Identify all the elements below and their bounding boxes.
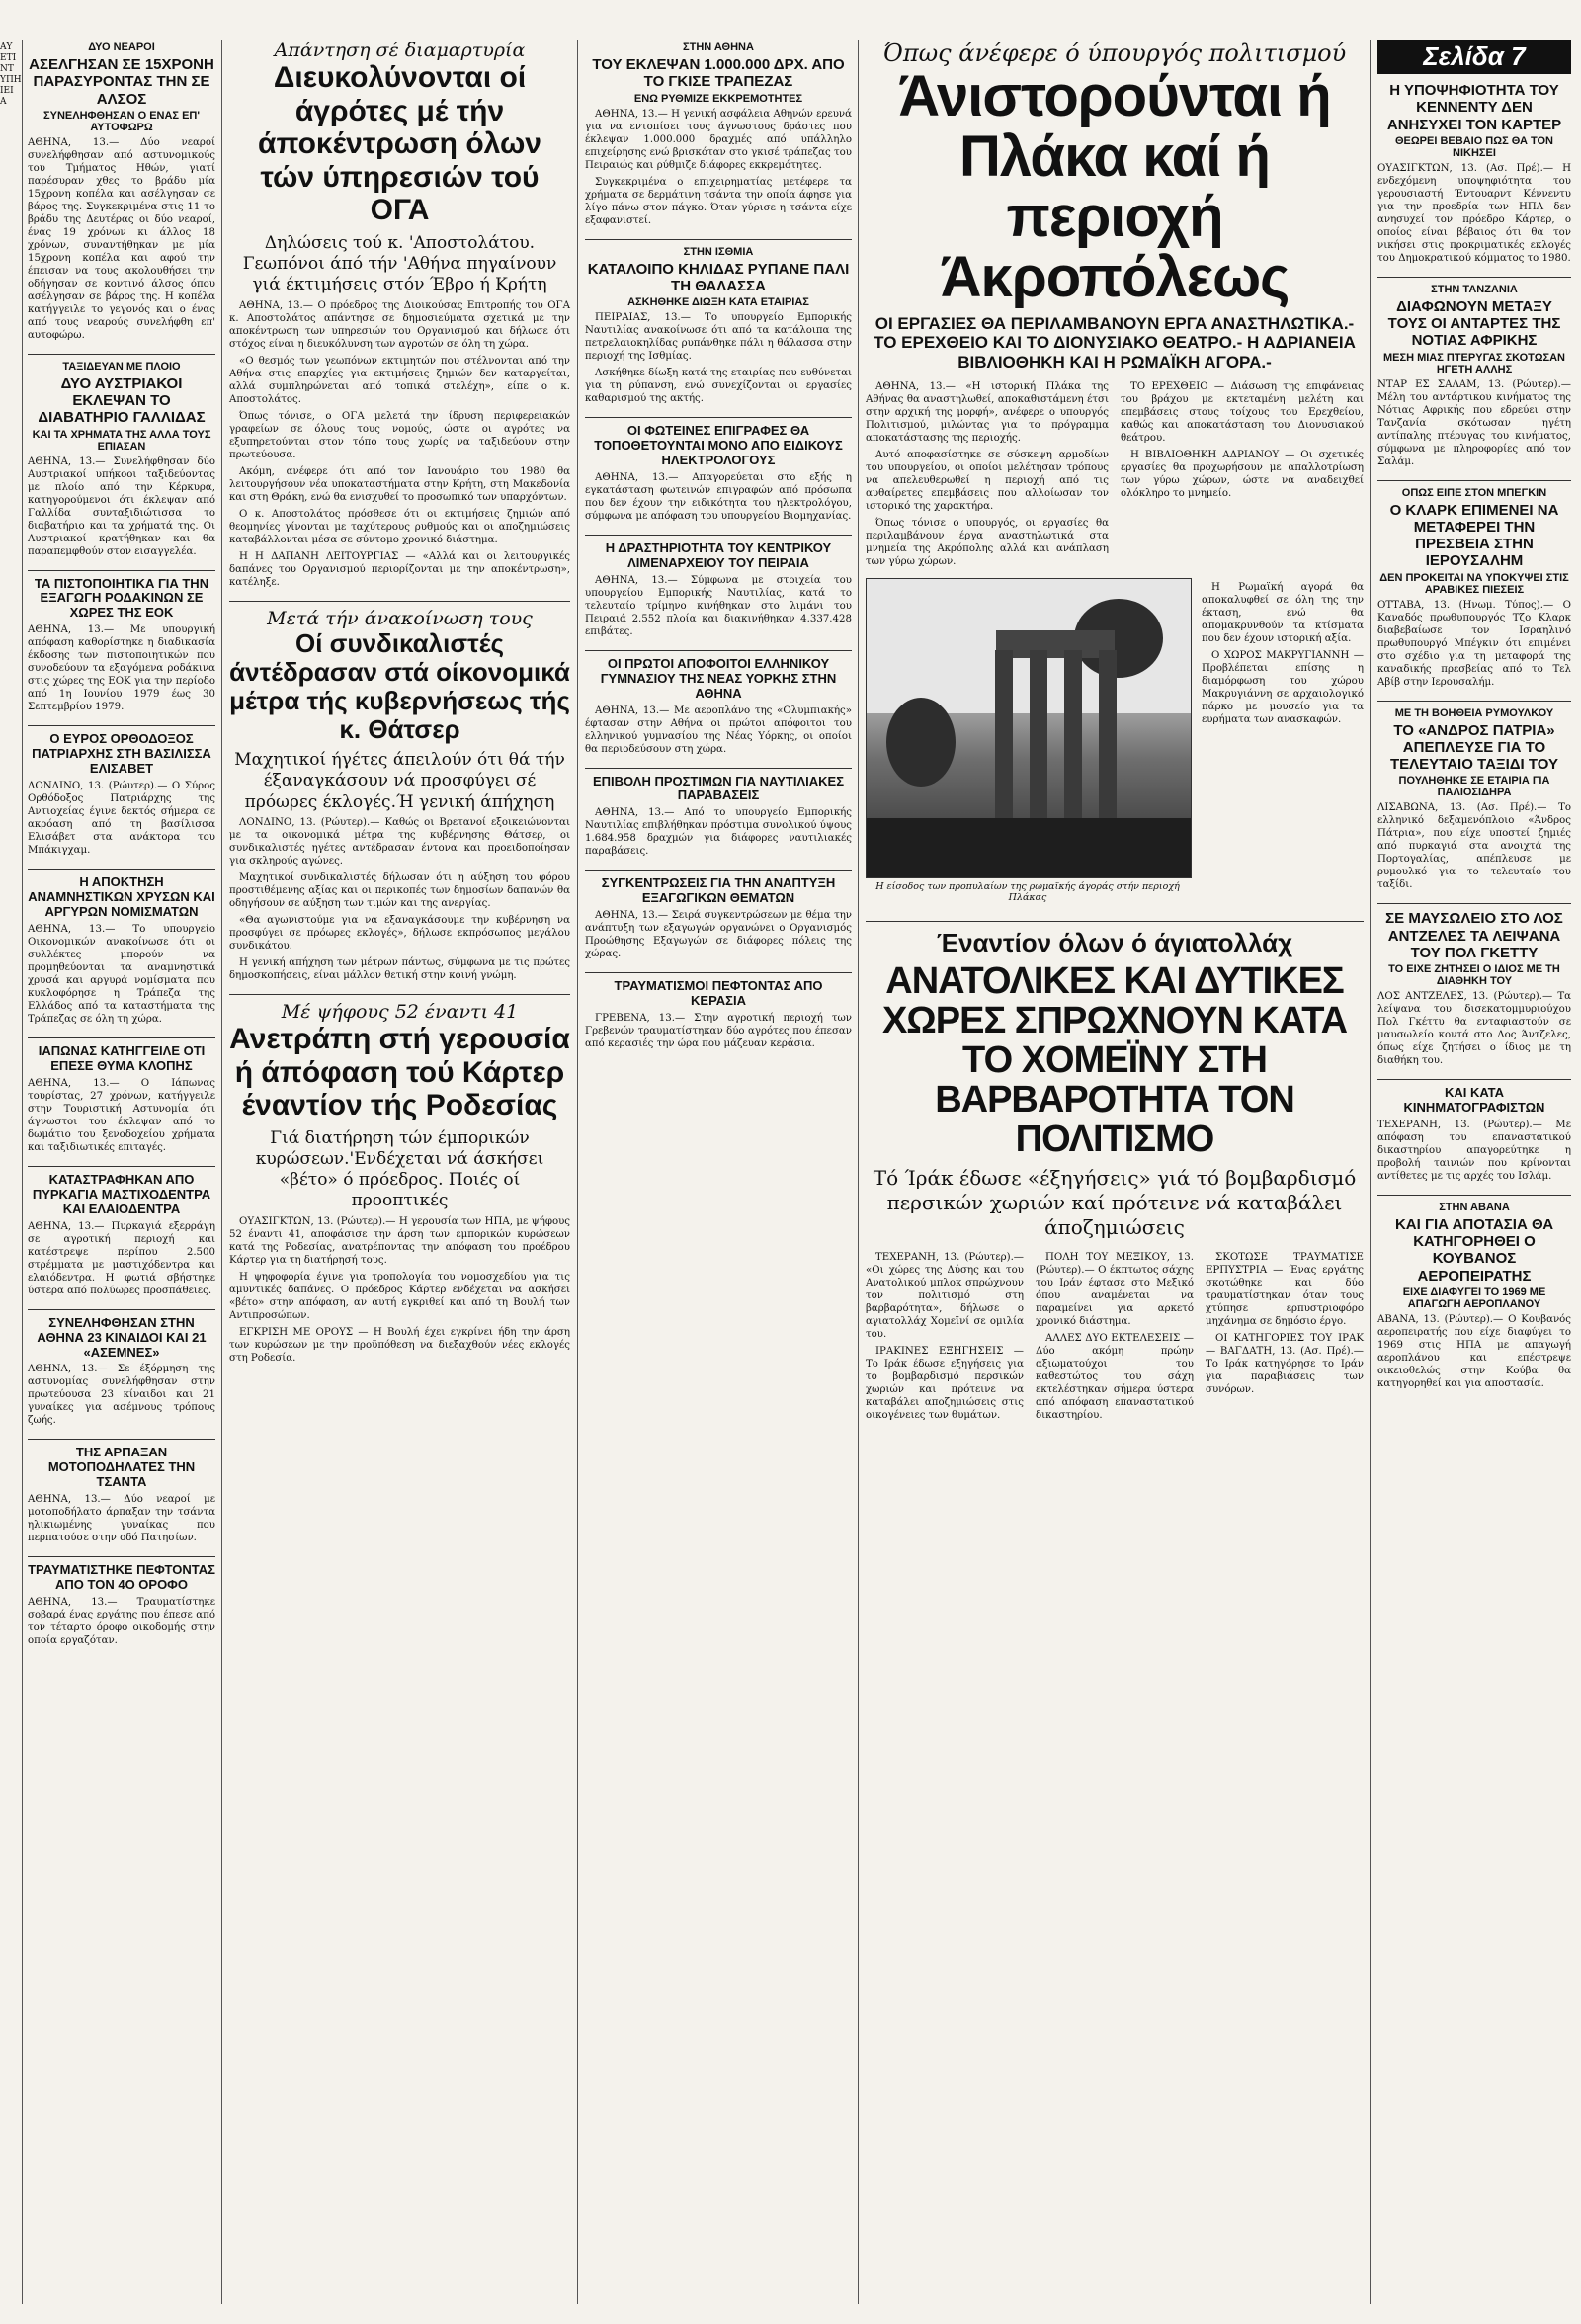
left-edge-fragment [0, 40, 22, 2304]
article-paragraph: ΤΕΧΕΡΑΝΗ, 13. (Ρώυτερ).— «Οι χώρες της Δύσης και του Ανατολικού μπλοκ σπρώχνουν τον πολιτισμό στη βαρβαρότητα», δήλωσε ο αγιατολλάχ Χομεϊνί σε ομιλία του. [866, 1251, 1024, 1340]
article-kicker: ΟΠΩΣ ΕΙΠΕ ΣΤΟΝ ΜΠΕΓΚΙΝ [1401, 486, 1547, 499]
article-subcolumn [866, 380, 1109, 572]
article-headline: ΣΥΝΕΛΗΦΘΗΣΑΝ ΣΤΗΝ ΑΘΗΝΑ 23 ΚΙΝΑΙΔΟΙ ΚΑΙ 21 «ΑΣΕΜΝΕΣ» [37, 1314, 207, 1360]
divider [1377, 903, 1571, 904]
article-subhead: ΤΟ ΕΙΧΕ ΖΗΤΗΣΕΙ Ο ΙΔΙΟΣ ΜΕ ΤΗ ΔΙΑΘΗΚΗ ΤΟΥ [1388, 963, 1560, 987]
article-text: ΑΘΗΝΑ, 13.— Συνελήφθησαν δύο Αυστριακοί υπήκοοι ταξιδεύοντας με πλοίο από την Κέρκυρα, κατηγορούμενοι ότι έκλεψαν από Γαλλίδα συνταξιδιώτισσα το διαβατήριο και τα χρήματά της. Οι Αυστριακοί κρατήθηκαν και θα παραπεμφθούν στον εισαγγελέα. [28, 456, 215, 557]
article-austrians [28, 361, 215, 558]
article-headline: ΙΑΠΩΝΑΣ ΚΑΤΗΓΓΕΙΛΕ ΟΤΙ ΕΠΕΣΕ ΘΥΜΑ ΚΛΟΠΗΣ [38, 1042, 206, 1073]
article-headline: ΣΥΓΚΕΝΤΡΩΣΕΙΣ ΓΙΑ ΤΗΝ ΑΝΑΠΤΥΞΗ ΕΞΑΓΩΓΙΚΩΝ ΘΕΜΑΤΩΝ [601, 875, 836, 906]
article-body [585, 909, 852, 960]
article-signs [585, 424, 852, 523]
article-paragraph: Ασκήθηκε δίωξη κατά της εταιρίας που ευθύνεται για τη ρύπανση, ενώ συνεχίζονται οι εργασίες καθαρισμού της ακτής. [585, 368, 852, 404]
article-subhead: ΕΙΧΕ ΔΙΑΦΥΓΕΙ ΤΟ 1969 ΜΕ ΑΠΑΓΩΓΗ ΑΕΡΟΠΛΑΝΟΥ [1402, 1286, 1546, 1310]
article-body [229, 299, 570, 589]
article-headline: ΤΟΥ ΕΚΛΕΨΑΝ 1.000.000 ΔΡΧ. ΑΠΟ ΤΟ ΓΚΙΣΕ ΤΡΑΠΕΖΑΣ [592, 56, 845, 91]
article-headline: ΚΑΤΑΣΤΡΑΦΗΚΑΝ ΑΠΟ ΠΥΡΚΑΓΙΑ ΜΑΣΤΙΧΟΔΕΝΤΡΑ ΚΑΙ ΕΛΑΙΟΔΕΝΤΡΑ [32, 1171, 211, 1216]
article-kicker: ΜΕ ΤΗ ΒΟΗΘΕΙΑ ΡΥΜΟΥΛΚΟΥ [1394, 706, 1554, 719]
article-headline: ΤΡΑΥΜΑΤΙΣΜΟΙ ΠΕΦΤΟΝΤΑΣ ΑΠΟ ΚΕΡΑΣΙΑ [614, 978, 823, 1009]
article-arrests [28, 1316, 215, 1428]
article-paragraph: Ακόμη, ανέφερε ότι από τον Ιανουάριο του 1980 θα λειτουργήσουν νέα υποκαταστήματα στην Κρήτη, στη Μακεδονία και στη Θράκη, ενώ θα ενισχυθεί το προσωπικό των υπαρχόντων. [229, 465, 570, 503]
article-text: ΑΘΗΝΑ, 13.— Με υπουργική απόφαση καθορίστηκε η διαδικασία έκδοσης των πιστοποιητικών που συνοδεύουν τα εξαγόμενα ροδάκινα στις χώρες της ΕΟΚ για την περίοδο από 1η Ιουνίου 1979 έως 30 Σεπτεμβρίου 1979. [28, 624, 215, 713]
article-kicker: Μετά τήν άνακοίνωση τους [267, 607, 533, 629]
article-headline: ΚΑΙ ΚΑΤΑ ΚΙΝΗΜΑΤΟΓΡΑΦΙΣΤΩΝ [1403, 1085, 1545, 1115]
article-film [1377, 1086, 1571, 1183]
article-paragraph: ΤΟ ΕΡΕΧΘΕΙΟ — Διάσωση της επιφάνειας του βράχου με εκτεταμένη μελέτη και επεμβάσεις στους τοίχους του Ερεχθείου, καθώς και αποκατάσταση του Διονυσιακού θεάτρου. [1121, 381, 1364, 445]
article-paragraph: ΑΘΗΝΑ, 13.— Από το υπουργείο Εμπορικής Ναυτιλίας επιβλήθηκαν πρόστιμα συνολικού ύψους 1.684.958 δραχμών για διάφορες ναυτιλιακές παραβάσεις. [585, 807, 852, 858]
article-paragraph: ΟΥΑΣΙΓΚΤΩΝ, 13. (Ρώυτερ).— Η γερουσία των ΗΠΑ, με ψήφους 52 έναντι 41, αποφάσισε την άρση των εμπορικών κυρώσεων κατά της Ροδεσίας, ανατρέποντας την απόφαση του προέδρου Κάρτερ για τη διατήρησή τους. [229, 1215, 570, 1266]
photo-caption: Η είσοδος των προπυλαίων της ρωμαϊκής άγοράς στήν περιοχή Πλάκας [875, 881, 1180, 904]
article-havana [1377, 1202, 1571, 1390]
article-subcolumn [1202, 581, 1364, 909]
divider [28, 1166, 215, 1167]
article-paragraph: «Ο θεσμός των γεωπόνων εκτιμητών που στέλνονται από την Αθήνα στις επαρχίες για εκτιμήσεις ζημιών δεν καταργείται, αλλά συμπληρώνεται από τοπικά στελέχη», είπε ο κ. Αποστολάτος. [229, 355, 570, 405]
article-body [585, 471, 852, 523]
article-kicker: Μέ ψήφους 52 έναντι 41 [281, 1000, 519, 1023]
article-clark [1377, 487, 1571, 689]
photo-column [1030, 650, 1047, 838]
article-fines [585, 775, 852, 859]
column-3 [585, 40, 852, 2304]
article-body [585, 108, 852, 227]
divider [585, 535, 852, 536]
article-subhead: ΣΥΝΕΛΗΦΘΗΣΑΝ Ο ΕΝΑΣ ΕΠ' ΑΥΤΟΦΩΡΩ [43, 109, 200, 133]
article-paragraph: Αυτό αποφασίστηκε σε σύσκεψη αρμοδίων του υπουργείου, οι οποίοι μελέτησαν τρόπους να απελευθερωθεί η περιοχή από τις αυθαίρετες επεμβάσεις που αλλοίωσαν τον ιστορικό της χαρακτήρα. [866, 450, 1109, 513]
article-paragraph: ΑΘΗΝΑ, 13.— Σειρά συγκεντρώσεων με θέμα την ανάπτυξη των εξαγωγών οργανώνει ο Οργανισμός Προώθησης Εξαγωγών σε διάφορες πόλεις της χώρας. [585, 910, 852, 960]
column-rule [1370, 40, 1371, 2304]
article-body [585, 574, 852, 638]
column-2 [229, 40, 570, 2304]
article-headline: Η ΥΠΟΨΗΦΙΟΤΗΤΑ ΤΟΥ ΚΕΝΝΕΝΤΥ ΔΕΝ ΑΝΗΣΥΧΕΙ ΤΟΝ ΚΑΡΤΕΡ [1386, 82, 1562, 133]
article-paragraph: Όπως τόνισε, ο ΟΓΑ μελετά την ίδρυση περιφερειακών γραφείων σε όλους τους νομούς, ώστε οι αγρότες να εξυπηρετούνται στον τόπο τους χωρίς να ταξιδεύουν στην πρωτεύουσα. [229, 410, 570, 460]
divider [1377, 1195, 1571, 1196]
divider [28, 1556, 215, 1557]
article-paragraph: Ο ΧΩΡΟΣ ΜΑΚΡΥΓΙΑΝΝΗ — Προβλέπεται επίσης η διαμόρφωση του χώρου Μακρυγιάννη σε αρχαιολογικό πάρκο με μουσείο για τα ευρήματα των ανασκαφών. [1202, 650, 1364, 726]
article-headline: ΑΣΕΛΓΗΣΑΝ ΣΕ 15ΧΡΟΝΗ ΠΑΡΑΣΥΡΟΝΤΑΣ ΤΗΝ ΣΕ ΑΛΣΟΣ [29, 56, 214, 108]
photo-row [866, 578, 1364, 909]
divider [1377, 277, 1571, 278]
divider [1377, 701, 1571, 702]
article-headline: ΔΥΟ ΑΥΣΤΡΙΑΚΟΙ ΕΚΛΕΨΑΝ ΤΟ ΔΙΑΒΑΤΗΡΙΟ ΓΑΛΛΙΔΑΣ [38, 374, 206, 427]
article-body [229, 816, 570, 982]
article-text: ΤΕΧΕΡΑΝΗ, 13. (Ρώυτερ).— Με απόφαση του επαναστατικού δικαστηρίου απαγορεύτηκε η προβολή ταινιών που κρίνονται αντίθετες με τις αρχές του Ισλάμ. [1377, 1119, 1571, 1182]
article-paragraph: Η γενική απήχηση των μέτρων πάντως, σύμφωνα με τις πρώτες δημοσκοπήσεις, είναι μάλλον θετική στην κοινή γνώμη. [229, 956, 570, 981]
divider [229, 601, 570, 602]
divider [585, 417, 852, 418]
article-young-men [28, 42, 215, 342]
article-text: ΟΥΑΣΙΓΚΤΩΝ, 13. (Ασ. Πρέ).— Η ενδεχόμενη υποψηφιότητα του γερουσιαστή Έντουαρντ Κέννεντυ για την προεδρία των ΗΠΑ δεν ανησυχεί τον πρόεδρο Κάρτερ, ο οποίος είναι βέβαιος ότι θα τον νικήσει στις προκριματικές εκλογές του Δημοκρατικού κόμματος το 1980. [1377, 162, 1571, 264]
article-patriarch [28, 732, 215, 857]
article-rhodesia [229, 1001, 570, 1365]
article-paragraph: ΑΘΗΝΑ, 13.— Η γενική ασφάλεια Αθηνών ερευνά για να εντοπίσει τους άγνωστους δράστες που έκλεψαν 1.000.000 δραχμές από υπάλληλο επιχείρησης ενώ βρισκόταν στο γκισέ τράπεζας του Πειραιώς και ρύθμιζε διάφορες εκκρεμότητες. [585, 108, 852, 171]
article-paragraph: ΕΓΚΡΙΣΗ ΜΕ ΟΡΟΥΣ — Η Βουλή έχει εγκρίνει ήδη την άρση των κυρώσεων με την προϋπόθεση να διεξαχθούν νέες εκλογές στη Ροδεσία. [229, 1326, 570, 1364]
article-subcolumn [1036, 1251, 1194, 1426]
divider [1377, 480, 1571, 481]
divider [28, 869, 215, 870]
article-headline: Η ΔΡΑΣΤΗΡΙΟΤΗΤΑ ΤΟΥ ΚΕΝΤΡΙΚΟΥ ΛΙΜΕΝΑΡΧΕΙΟΥ ΤΟΥ ΠΕΙΡΑΙΑ [605, 540, 832, 570]
divider [28, 1309, 215, 1310]
article-text: ΑΘΗΝΑ, 13.— Σε έξόρμηση της αστυνομίας συνελήφθησαν στην πρωτεύουσα 23 κίναιδοι και 21 γυναίκες για ασέμνους τρόπους ζωής. [28, 1364, 215, 1427]
divider [28, 354, 215, 355]
article-headline: ΚΑΤΑΛΟΙΠΟ ΚΗΛΙΔΑΣ ΡΥΠΑΝΕ ΠΑΛΙ ΤΗ ΘΑΛΑΣΣΑ [587, 260, 850, 294]
edge-fragment-text: ΑΥ ΕΤΙ ΝΤ ΥΠΗ ΙΕΙ Α [0, 42, 22, 107]
article-text: ΑΘΗΝΑ, 13.— Τραυματίστηκε σοβαρά ένας εργάτης που έπεσε από τον τέταρτο όροφο οικοδομής στην οποία εργαζόταν. [28, 1597, 215, 1647]
article-subhead: Μαχητικοί ήγέτες άπειλούν ότι θά τήν έξαναγκάσουν νά προσφύγει σέ πρόωρες έκλογές.Ή γενική άπήχηση [234, 750, 565, 812]
article-headline: Ο ΕΥΡΟΣ ΟΡΘΟΔΟΞΟΣ ΠΑΤΡΙΑΡΧΗΣ ΣΤΗ ΒΑΣΙΛΙΣΣΑ ΕΛΙΣΑΒΕΤ [32, 731, 211, 777]
article-headline: Οί συνδικαλιστές άντέδρασαν στά οίκονομικά μέτρα τής κυβερνήσεως τής κ. Θάτσερ [229, 627, 570, 745]
article-headline: ΟΙ ΦΩΤΕΙΝΕΣ ΕΠΙΓΡΑΦΕΣ ΘΑ ΤΟΠΟΘΕΤΟΥΝΤΑΙ ΜΟΝΟ ΑΠΟ ΕΙΔΙΚΟΥΣ ΗΛΕΚΤΡΟΛΟΓΟΥΣ [594, 423, 843, 467]
divider [585, 768, 852, 769]
column-rule [221, 40, 222, 2304]
article-port [585, 541, 852, 638]
article-kicker: Έναντίον όλων ό άγιατολλάχ [936, 928, 1293, 958]
article-fall [28, 1563, 215, 1647]
article-oga [229, 40, 570, 589]
article-headline: Ανετράπη στή γερουσία ή άπόφαση τού Κάρτερ έναντίον τής Ροδεσίας [229, 1022, 570, 1122]
divider [28, 725, 215, 726]
article-paragraph: Η ψηφοφορία έγινε για τροπολογία του νομοσχεδίου για τις αμυντικές δαπάνες. Ο πρόεδρος Κάρτερ ενδέχεται να ασκήσει «βέτο» στην απόφαση, αν αυτή εγκριθεί και από τη Βουλή των Αντιπροσώπων. [229, 1271, 570, 1321]
column-rule [22, 40, 23, 2304]
article-headline: Διευκολύνονται οί άγρότες μέ τήν άποκέντρωση όλων τών ύπηρεσιών τού ΟΓΑ [258, 61, 541, 227]
article-kicker: ΣΤΗΝ ΙΣΘΜΙΑ [683, 245, 754, 258]
divider [585, 870, 852, 871]
article-paragraph: ΓΡΕΒΕΝΑ, 13.— Στην αγροτική περιοχή των Γρεβενών τραυματίστηκαν δύο αγρότες που έπεσαν από κερασιές την ώρα που μάζευαν κεράσια. [585, 1013, 852, 1050]
article-headline: Η ΑΠΟΚΤΗΣΗ ΑΝΑΜΝΗΣΤΙΚΩΝ ΧΡΥΣΩΝ ΚΑΙ ΑΡΓΥΡΩΝ ΝΟΜΙΣΜΑΤΩΝ [28, 874, 215, 919]
article-paragraph: Συγκεκριμένα ο επιχειρηματίας μετέφερε τα χρήματα σε δερμάτινη τσάντα την οποία άφησε για λίγο πάνω στον πάγκο. Όταν γύρισε η τσάντα είχε εξαφανιστεί. [585, 176, 852, 226]
article-headline: Ο ΚΛΑΡΚ ΕΠΙΜΕΝΕΙ ΝΑ ΜΕΤΑΦΕΡΕΙ ΤΗΝ ΠΡΕΣΒΕΙΑ ΣΤΗΝ ΙΕΡΟΥΣΑΛΗΜ [1389, 501, 1559, 570]
article-exports [585, 876, 852, 960]
divider [585, 650, 852, 651]
article-cherries [585, 979, 852, 1050]
column-rule [858, 40, 859, 2304]
article-text: ΝΤΑΡ ΕΣ ΣΑΛΑΜ, 13. (Ρώυτερ).— Μέλη του αντάρτικου κινήματος της Νότιας Αφρικής που εδρεύει στην Τανζανία σκότωσαν ηγέτη αντίπαλης πτέρυγας του κινήματος, σύμφωνα με πληροφορίες από τον Σαλάμ. [1377, 378, 1571, 467]
article-paragraph: ΑΘΗΝΑ, 13.— Απαγορεύεται στο εξής η εγκατάσταση φωτεινών επιγραφών από πρόσωπα που δεν έχουν την ειδικότητα του ηλεκτρολόγου, σύμφωνα με απόφαση του υπουργείου Βιομηχανίας. [585, 471, 852, 522]
roman-agora-photo [866, 578, 1192, 878]
article-text: ΑΘΗΝΑ, 13.— Το υπουργείο Οικονομικών ανακοίνωσε ότι οι συλλέκτες μπορούν να προμηθεύονται τα αναμνηστικά χρυσά και αργυρά νομίσματα που κυκλοφόρησε η Τράπεζα της Ελλάδος από τα καταστήματα της Τράπεζας σε όλη τη χώρα. [28, 923, 215, 1025]
article-kicker: ΤΑΞΙΔΕΥΑΝ ΜΕ ΠΛΟΙΟ [62, 360, 181, 373]
article-khomeini [866, 928, 1364, 1425]
article-bag [28, 1446, 215, 1544]
article-paragraph: Η Ρωμαϊκή αγορά θα αποκαλυφθεί σε όλη της την έκταση, ενώ θα απομακρυνθούν τα κτίσματα που δεν έχουν ιστορική αξία. [1202, 582, 1364, 645]
article-kicker: ΔΥΟ ΝΕΑΡΟΙ [88, 42, 155, 53]
column-1 [28, 40, 215, 2304]
article-paragraph: Η Η ΔΑΠΑΝΗ ΛΕΙΤΟΥΡΓΙΑΣ — «Αλλά και οι λειτουργικές δαπάνες του Οργανισμού περιορίζονται με την αποκέντρωση», κατέληξε. [229, 550, 570, 588]
article-text: ΑΘΗΝΑ, 13.— Δύο νεαροί με μοτοποδήλατο άρπαξαν την τσάντα ηλικιωμένης γυναίκας που περπατούσε στην οδό Πατησίων. [28, 1494, 215, 1544]
article-plaka [866, 40, 1364, 909]
article-headline: ΟΙ ΠΡΩΤΟΙ ΑΠΟΦΟΙΤΟΙ ΕΛΛΗΝΙΚΟΥ ΓΥΜΝΑΣΙΟΥ ΤΗΣ ΝΕΑΣ ΥΟΡΚΗΣ ΣΤΗΝ ΑΘΗΝΑ [600, 655, 837, 701]
column-rule [577, 40, 578, 2304]
article-kicker: ΣΤΗΝ ΤΑΝΖΑΝΙΑ [1431, 283, 1518, 295]
article-thatcher [229, 608, 570, 982]
article-getty [1377, 910, 1571, 1067]
article-paragraph: ΙΡΑΚΙΝΕΣ ΕΞΗΓΗΣΕΙΣ — Το Ιράκ έδωσε εξηγήσεις για το βομβαρδισμό περσικών χωριών και πρότεινε να καταβάλει αποζημιώσεις στις οικογένειες των θυμάτων. [866, 1345, 1024, 1421]
article-paragraph: Ο κ. Αποστολάτος πρόσθεσε ότι οι εκτιμήσεις ζημιών από θεομηνίες γίνονται με ταχύτερους ρυθμούς και οι αποζημιώσεις καταβάλλονται μέσα σε σύντομο χρονικό διάστημα. [229, 508, 570, 545]
article-paragraph: «Θα αγωνιστούμε για να εξαναγκάσουμε την κυβέρνηση να προσφύγει σε πρόωρες εκλογές», δήλωσε εκπρόσωπος μεγάλου συνδικάτου. [229, 914, 570, 952]
article-headline: ΤΟ «ΑΝΔΡΟΣ ΠΑΤΡΙΑ» ΑΠΕΠΛΕΥΣΕ ΓΙΑ ΤΟ ΤΕΛΕΥΤΑΙΟ ΤΑΞΙΔΙ ΤΟΥ [1389, 721, 1559, 773]
article-subcolumn [1121, 380, 1364, 572]
article-body [585, 705, 852, 756]
article-paragraph: ΑΘΗΝΑ, 13.— Ο πρόεδρος της Διοικούσας Επιτροπής του ΟΓΑ κ. Αποστολάτος απάντησε σε δημοσιεύματα σχετικά με την αποκέντρωση των υπηρεσιών του Οργανισμού και δήλωσε ότι στόχος είναι η διευκόλυνση των αγροτών σε όλη τη χώρα. [229, 299, 570, 350]
article-tanzania [1377, 284, 1571, 468]
article-subhead: ΠΟΥΛΗΘΗΚΕ ΣΕ ΕΤΑΙΡΙΑ ΓΙΑ ΠΑΛΙΟΣΙΔΗΡΑ [1398, 775, 1550, 799]
article-subhead: ΚΑΙ ΤΑ ΧΡΗΜΑΤΑ ΤΗΣ ΑΛΛΑ ΤΟΥΣ ΕΠΙΑΣΑΝ [32, 428, 211, 453]
article-japanese [28, 1044, 215, 1154]
article-columns [866, 377, 1364, 572]
article-text: ΛΙΣΑΒΩΝΑ, 13. (Ασ. Πρέ).— Το ελληνικό δεξαμενόπλοιο «Άνδρος Πάτρια», που είχε υποστεί ζημιές από πυρκαγιά στα ανοιχτά της Πορτογαλίας, απέπλευσε με ρυμουλκό για το τελευταίο του ταξίδι. [1377, 802, 1571, 891]
article-text: ΟΤΤΑΒΑ, 13. (Ηνωμ. Τύπος).— Ο Καναδός πρωθυπουργός Τζο Κλαρκ διαβεβαίωσε τον Ισραηλινό πρωθυπουργό Μπέγκιν ότι επιμένει στο σχέδιο για τη μεταφορά της καναδικής πρεσβείας από το Τελ Αβίβ στην Ιερουσαλήμ. [1377, 599, 1571, 688]
article-paragraph: Η ΒΙΒΛΙΟΘΗΚΗ ΑΔΡΙΑΝΟΥ — Οι σχετικές εργασίες θα προχωρήσουν με απαλλοτρίωση των γύρω χώρων, ώστε να αναδειχθεί ολόκληρο το μνημείο. [1121, 450, 1364, 500]
photo-architrave [996, 630, 1115, 658]
article-subhead: ΕΝΩ ΡΥΘΜΙΖΕ ΕΚΚΡΕΜΟΤΗΤΕΣ [633, 92, 803, 105]
article-body [585, 311, 852, 405]
article-body [585, 806, 852, 858]
article-paragraph: ΑΘΗΝΑ, 13.— «Η ιστορική Πλάκα της Αθήνας θα αναστηλωθεί, αποκαθιστάμενη έτσι στην αρχική της μορφή», ανέφερε ο υπουργός Πολιτισμού, μιλώντας για το πρόγραμμα αποκατάστασης της περιοχής. [866, 381, 1109, 445]
article-kicker: Όπως άνέφερε ό ύπουργός πολιτισμού [882, 40, 1347, 67]
article-paragraph: Μαχητικοί συνδικαλιστές δήλωσαν ότι η αύξηση του φόρου προστιθέμενης αξίας και οι περικοπές των δημοσίων δαπανών θα οδηγήσουν σε αύξηση των τιμών και της ανεργίας. [229, 872, 570, 909]
article-kicker: ΣΤΗΝ ΑΒΑΝΑ [1439, 1201, 1510, 1213]
divider [229, 994, 570, 995]
article-paragraph: ΑΘΗΝΑ, 13.— Σύμφωνα με στοιχεία του υπουργείου Εμπορικής Ναυτιλίας, κατά το τελευταίο τρίμηνο κινήθηκαν στο λιμάνι του Πειραιά 2.552 πλοία και διακινήθηκαν 4.337.428 επιβάτες. [585, 574, 852, 637]
article-paragraph: ΛΟΝΔΙΝΟ, 13. (Ρώυτερ).— Καθώς οι Βρετανοί εξοικειώνονται με τα οικονομικά μέτρα της κυβέρνησης Θάτσερ, οι συνδικαλιστές ηγέτες αντέδρασαν έντονα και προειδοποίησαν για σκληρούς αγώνες. [229, 816, 570, 867]
article-paragraph: ΟΙ ΚΑΤΗΓΟΡΙΕΣ ΤΟΥ ΙΡΑΚ — ΒΑΓΔΑΤΗ, 13. (Ασ. Πρέ).— Το Ιράκ κατηγόρησε το Ιράν για παραβιάσεις των συνόρων. [1206, 1332, 1364, 1395]
article-headline: ΔΙΑΦΩΝΟΥΝ ΜΕΤΑΞΥ ΤΟΥΣ ΟΙ ΑΝΤΑΡΤΕΣ ΤΗΣ ΝΟΤΙΑΣ ΑΦΡΙΚΗΣ [1387, 297, 1561, 350]
divider [1377, 1079, 1571, 1080]
photo-column [1064, 650, 1082, 838]
article-paragraph: ΣΚΟΤΩΣΕ ΤΡΑΥΜΑΤΙΣΕ ΕΡΠΥΣΤΡΙΑ — Ένας εργάτης σκοτώθηκε και δύο τραυματίστηκαν όταν τους χτύπησε ερπυστριοφόρο μηχάνημα σε δημόσιο έργο. [1206, 1251, 1364, 1327]
article-fire [28, 1173, 215, 1297]
article-kicker: Απάντηση σέ διαμαρτυρία [274, 40, 526, 61]
article-columns [866, 1248, 1364, 1426]
article-text: ΑΘΗΝΑ, 13.— Πυρκαγιά εξερράγη σε αγροτική περιοχή και κατέστρεψε περίπου 2.500 στρέμματα με μαστιχόδεντρα και ελαιόδεντρα. Η φωτιά σβήστηκε ύστερα από πολύωρες προσπάθειες. [28, 1220, 215, 1296]
article-paragraph: ΑΘΗΝΑ, 13.— Με αεροπλάνο της «Ολυμπιακής» έφτασαν στην Αθήνα οι πρώτοι απόφοιτοι του ελληνικού γυμνασίου της Νέας Υόρκης, οι οποίοι θα περιοδεύσουν στη χώρα. [585, 705, 852, 755]
divider [585, 972, 852, 973]
article-paragraph: ΑΛΛΕΣ ΔΥΟ ΕΚΤΕΛΕΣΕΙΣ — Δύο ακόμη πρώην αξιωματούχοι του καθεστώτος του σάχη εκτελέστηκαν σήμερα ύστερα από απόφαση επαναστατικού δικαστηρίου. [1036, 1332, 1194, 1421]
photo-tree [886, 698, 956, 787]
article-text: ΑΒΑΝΑ, 13. (Ρώυτερ).— Ο Κουβανός αεροπειρατής που είχε διαφύγει το 1969 στις ΗΠΑ με απαγωγή αεροπλάνου και επέστρεψε οικειοθελώς στην Κούβα θα κατηγορηθεί και για αποστασία. [1377, 1313, 1571, 1389]
article-andros [1377, 707, 1571, 892]
article-subhead: Γιά διατήρηση τών έμπορικών κυρώσεων.'Ενδέχεται νά άσκήσει «βέτο» ό πρόεδρος. Ποιές οί προοπτικές [255, 1127, 544, 1211]
article-subcolumn [866, 1251, 1024, 1426]
article-text: ΑΘΗΝΑ, 13.— Δύο νεαροί συνελήφθησαν από αστυνομικούς του Τμήματος Ηθών, γιατί παρέσυραν χθες το βράδυ μία 15χρονη κοπέλα και ασέλγησαν σε βάρος της. Συγκεκριμένα στις 11 το βράδυ της Δευτέρας οι δύο νεαροί, ένας 19 χρόνων κι άλλος 18 χρόνων, συναντήθηκαν με μία 15χρονη κοπέλα και αφού την έπεισαν να τους ακολουθήσει την οδήγησαν σε κοντινό άλσος όπου ασέλγησαν σε βάρος της. Η κοπέλα κατήγγειλε το γεγονός και ο ένας από τους νεαρούς συνελήφθη επ' αυτοφώρω. [28, 136, 215, 341]
photo-column [1099, 650, 1117, 838]
article-headline: ΤΡΑΥΜΑΤΙΣΤΗΚΕ ΠΕΦΤΟΝΤΑΣ ΑΠΟ ΤΟΝ 4Ο ΟΡΟΦΟ [28, 1562, 215, 1593]
article-subhead: ΔΕΝ ΠΡΟΚΕΙΤΑΙ ΝΑ ΥΠΟΚΥΨΕΙ ΣΤΙΣ ΑΡΑΒΙΚΕΣ ΠΙΕΣΕΙΣ [1379, 571, 1569, 596]
divider [585, 239, 852, 240]
article-paragraph: ΠΟΛΗ ΤΟΥ ΜΕΞΙΚΟΥ, 13. (Ρώυτερ).— Ο έκπτωτος σάχης του Ιράν έφτασε στο Μεξικό όπου αναμένεται να παραμείνει για αρκετό χρονικό διάστημα. [1036, 1251, 1194, 1327]
article-text: ΛΟΣ ΑΝΤΖΕΛΕΣ, 13. (Ρώυτερ).— Τα λείψανα του δισεκατομμυριούχου Πολ Γκέττυ θα ενταφιαστούν σε μαυσωλείο κοντά στο Λος Άντζελες, όπως είχε ζητήσει ο ίδιος με τη διαθήκη του. [1377, 991, 1571, 1066]
article-text: ΛΟΝΔΙΝΟ, 13. (Ρώυτερ).— Ο Σύρος Ορθόδοξος Πατριάρχης της Αντιοχείας έγινε δεκτός σήμερα σε ακρόαση από τη βασίλισσα Ελισάβετ στα ανάκτορα του Μπάκιγχαμ. [28, 781, 215, 857]
article-subhead: Τό Ίράκ έδωσε «έξηγήσεις» γιά τό βομβαρδισμό περσικών χωριών καί πρότεινε νά καταβάλει άποζημιώσεις [873, 1165, 1357, 1239]
article-subhead: ΜΕΣΗ ΜΙΑΣ ΠΤΕΡΥΓΑΣ ΣΚΟΤΩΣΑΝ ΗΓΕΤΗ ΑΛΛΗΣ [1382, 351, 1566, 375]
article-subhead: ΑΣΚΗΘΗΚΕ ΔΙΩΞΗ ΚΑΤΑ ΕΤΑΙΡΙΑΣ [627, 296, 809, 308]
article-paragraph: Όπως τόνισε ο υπουργός, οι εργασίες θα περιλαμβάνουν έργα αναστηλωτικά στα μνημεία της Ακρόπολης αλλά και ανάπλαση των γύρω χώρων. [866, 518, 1109, 568]
article-headline: ΣΕ ΜΑΥΣΩΛΕΙΟ ΣΤΟ ΛΟΣ ΑΝΤΖΕΛΕΣ ΤΑ ΛΕΙΨΑΝΑ ΤΟΥ ΠΟΛ ΓΚΕΤΤΥ [1385, 910, 1563, 961]
page-number-box: Σελίδα 7 [1377, 40, 1571, 74]
article-paragraph: ΠΕΙΡΑΙΑΣ, 13.— Το υπουργείο Εμπορικής Ναυτιλίας ανακοίνωσε ότι από τα κατάλοιπα της πετρελαιοκηλίδας ρυπάνθηκε πάλι η θάλασσα στην περιοχή της Ισθμίας. [585, 312, 852, 362]
photo-block [866, 578, 1190, 909]
article-subhead: ΟΙ ΕΡΓΑΣΙΕΣ ΘΑ ΠΕΡΙΛΑΜΒΑΝΟΥΝ ΕΡΓΑ ΑΝΑΣΤΗΛΩΤΙΚΑ.- ΤΟ ΕΡΕΧΘΕΙΟ ΚΑΙ ΤΟ ΔΙΟΝΥΣΙΑΚΟ ΘΕΑΤΡΟ.- Η ΑΔΡΙΑΝΕΙΑ ΒΙΒΛΙΟΘΗΚΗ ΚΑΙ Η ΡΩΜΑΪΚΗ ΑΓΟΡΑ.- [874, 313, 1356, 372]
column-5 [1377, 40, 1571, 2304]
article-coins [28, 875, 215, 1026]
article-kennedy [1377, 82, 1571, 265]
article-body [229, 1215, 570, 1365]
divider [28, 1439, 215, 1440]
column-4-main [866, 40, 1364, 2304]
article-headline: ΑΝΑΤΟΛΙΚΕΣ ΚΑΙ ΔΥΤΙΚΕΣ ΧΩΡΕΣ ΣΠΡΩΧΝΟΥΝ ΚΑΤΑ ΤΟ ΧΟΜΕΪΝΥ ΣΤΗ ΒΑΡΒΑΡΟΤΗΤΑ ΤΟΝ ΠΟΛΙΤΙΣΜΟ [881, 960, 1348, 1160]
divider [28, 570, 215, 571]
divider [866, 921, 1364, 922]
photo-ground [867, 818, 1191, 877]
article-oil-slick [585, 246, 852, 406]
article-peaches [28, 577, 215, 714]
article-subcolumn [1206, 1251, 1364, 1426]
article-text: ΑΘΗΝΑ, 13.— Ο Ιάπωνας τουρίστας, 27 χρόνων, κατήγγειλε στην Τουριστική Αστυνομία ότι άγνωστοι του έκλεψαν από το δωμάτιο του ξενοδοχείου χρήματα και ταξιδιωτικές επιταγές. [28, 1077, 215, 1153]
article-subhead: Δηλώσεις τού κ. 'Αποστολάτου. Γεωπόνοι άπό τήν 'Αθήνα πηγαίνουν γιά έκτιμήσεις στόν Έβρο ή Κρήτη [242, 232, 557, 295]
article-kicker: ΣΤΗΝ ΑΘΗΝΑ [683, 42, 754, 53]
article-body [585, 1012, 852, 1050]
article-headline: Άνιστορούνται ή Πλάκα καί ή περιοχή Άκροπόλεως [898, 64, 1331, 309]
article-headline: ΤΑ ΠΙΣΤΟΠΟΙΗΤΙΚΑ ΓΙΑ ΤΗΝ ΕΞΑΓΩΓΗ ΡΟΔΑΚΙΝΩΝ ΣΕ ΧΩΡΕΣ ΤΗΣ ΕΟΚ [34, 575, 209, 621]
article-bank-theft [585, 42, 852, 227]
article-graduates [585, 657, 852, 756]
article-subhead: ΘΕΩΡΕΙ ΒΕΒΑΙΟ ΠΩΣ ΘΑ ΤΟΝ ΝΙΚΗΣΕΙ [1394, 134, 1554, 159]
article-headline: ΚΑΙ ΓΙΑ ΑΠΟΤΑΣΙΑ ΘΑ ΚΑΤΗΓΟΡΗΘΕΙ Ο ΚΟΥΒΑΝΟΣ ΑΕΡΟΠΕΙΡΑΤΗΣ [1394, 1215, 1554, 1285]
photo-column [995, 650, 1013, 838]
article-headline: ΕΠΙΒΟΛΗ ΠΡΟΣΤΙΜΩΝ ΓΙΑ ΝΑΥΤΙΛΙΑΚΕΣ ΠΑΡΑΒΑΣΕΙΣ [592, 773, 845, 803]
article-headline: ΤΗΣ ΑΡΠΑΞΑΝ ΜΟΤΟΠΟΔΗΛΑΤΕΣ ΤΗΝ ΤΣΑΝΤΑ [47, 1445, 196, 1490]
